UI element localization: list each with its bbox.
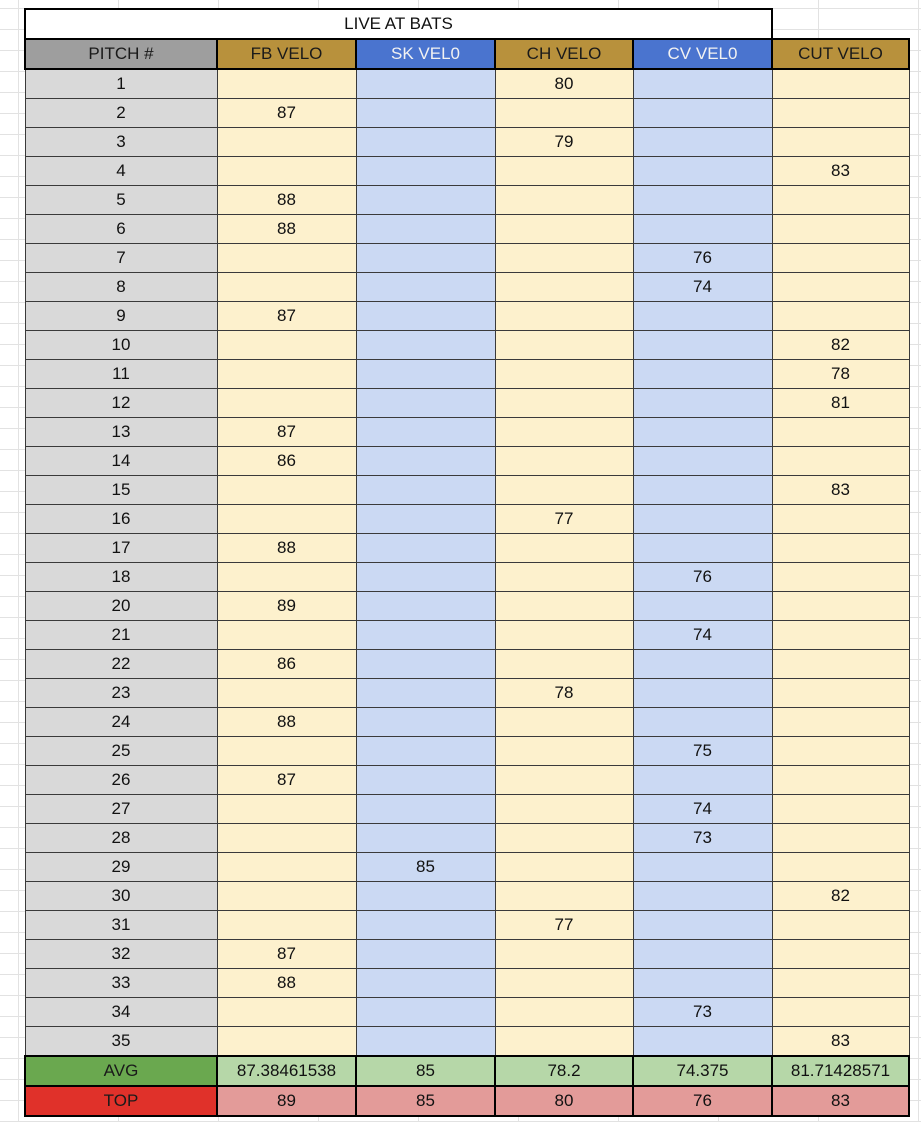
fb-velo-cell[interactable] [217, 853, 356, 882]
ch-velo-cell[interactable] [495, 418, 633, 447]
fb-velo-cell[interactable] [217, 331, 356, 360]
sk-velo-cell[interactable]: 85 [356, 853, 495, 882]
cut-velo-cell[interactable] [772, 621, 909, 650]
cv-velo-cell[interactable] [633, 911, 772, 940]
table-row [25, 650, 909, 679]
ch-velo-cell[interactable] [495, 650, 633, 679]
sk-velo-cell[interactable] [356, 911, 495, 940]
cut-velo-cell[interactable] [772, 998, 909, 1027]
table-row [25, 882, 909, 911]
table-row [25, 795, 909, 824]
ch-velo-cell[interactable] [495, 331, 633, 360]
sk-velo-cell[interactable] [356, 215, 495, 244]
fb-velo-cell[interactable] [217, 621, 356, 650]
sk-velo-cell[interactable] [356, 708, 495, 737]
ch-velo-cell[interactable] [495, 882, 633, 911]
cut-velo-cell[interactable] [772, 911, 909, 940]
cv-velo-cell[interactable] [633, 331, 772, 360]
pitch-cell[interactable]: 6 [25, 215, 217, 244]
table-row [25, 853, 909, 882]
pitch-cell[interactable]: 30 [25, 882, 217, 911]
pitch-cell[interactable]: 4 [25, 157, 217, 186]
sk-velo-cell[interactable] [356, 534, 495, 563]
cv-velo-cell[interactable] [633, 389, 772, 418]
cv-velo-cell[interactable] [633, 1027, 772, 1057]
fb-velo-cell[interactable]: 86 [217, 447, 356, 476]
table-row [25, 940, 909, 969]
cut-velo-cell[interactable] [772, 766, 909, 795]
ch-velo-cell[interactable] [495, 708, 633, 737]
cv-velo-cell[interactable]: 75 [633, 737, 772, 766]
fb-velo-cell[interactable]: 87 [217, 302, 356, 331]
fb-velo-cell[interactable] [217, 244, 356, 273]
table-row [25, 911, 909, 940]
table-row [25, 505, 909, 534]
cv-velo-cell[interactable] [633, 853, 772, 882]
cut-velo-cell[interactable]: 78 [772, 360, 909, 389]
sk-velo-cell[interactable] [356, 766, 495, 795]
cv-velo-cell[interactable] [633, 476, 772, 505]
cut-velo-cell[interactable]: 82 [772, 331, 909, 360]
table-row [25, 69, 909, 99]
cut-velo-cell[interactable] [772, 795, 909, 824]
cv-velo-cell[interactable] [633, 128, 772, 157]
sk-velo-cell[interactable] [356, 592, 495, 621]
pitch-cell[interactable]: 34 [25, 998, 217, 1027]
top-sk-value[interactable]: 85 [356, 1086, 495, 1116]
fb-velo-cell[interactable]: 88 [217, 969, 356, 998]
ch-velo-cell[interactable] [495, 563, 633, 592]
fb-velo-cell[interactable]: 87 [217, 940, 356, 969]
cut-velo-cell[interactable]: 82 [772, 882, 909, 911]
fb-velo-cell[interactable] [217, 911, 356, 940]
pitch-cell[interactable]: 23 [25, 679, 217, 708]
cv-velo-cell[interactable]: 74 [633, 621, 772, 650]
fb-velo-cell[interactable]: 88 [217, 708, 356, 737]
ch-velo-cell[interactable] [495, 157, 633, 186]
table-row [25, 766, 909, 795]
cv-velo-cell[interactable] [633, 766, 772, 795]
sk-velo-cell[interactable] [356, 795, 495, 824]
table-row [25, 99, 909, 128]
fb-velo-cell[interactable] [217, 679, 356, 708]
ch-velo-cell[interactable] [495, 969, 633, 998]
sk-velo-cell[interactable] [356, 505, 495, 534]
ch-velo-cell[interactable] [495, 476, 633, 505]
header-sk-velo[interactable]: SK VEL0 [356, 39, 495, 69]
ch-velo-cell[interactable] [495, 360, 633, 389]
ch-velo-cell[interactable] [495, 215, 633, 244]
pitch-cell[interactable]: 17 [25, 534, 217, 563]
ch-velo-cell[interactable] [495, 186, 633, 215]
ch-velo-cell[interactable] [495, 621, 633, 650]
sk-velo-cell[interactable] [356, 998, 495, 1027]
cut-velo-cell[interactable] [772, 679, 909, 708]
pitch-cell[interactable]: 28 [25, 824, 217, 853]
pitch-cell[interactable]: 5 [25, 186, 217, 215]
fb-velo-cell[interactable] [217, 1027, 356, 1057]
fb-velo-cell[interactable] [217, 795, 356, 824]
pitch-cell[interactable]: 24 [25, 708, 217, 737]
ch-velo-cell[interactable] [495, 824, 633, 853]
sheet-title[interactable]: LIVE AT BATS [25, 9, 772, 39]
sk-velo-cell[interactable] [356, 882, 495, 911]
cv-velo-cell[interactable] [633, 650, 772, 679]
cv-velo-cell[interactable]: 74 [633, 273, 772, 302]
pitch-cell[interactable]: 20 [25, 592, 217, 621]
sk-velo-cell[interactable] [356, 940, 495, 969]
cut-velo-cell[interactable] [772, 708, 909, 737]
pitch-cell[interactable]: 8 [25, 273, 217, 302]
cv-velo-cell[interactable] [633, 447, 772, 476]
table-row [25, 157, 909, 186]
table-row [25, 273, 909, 302]
cut-velo-cell[interactable] [772, 650, 909, 679]
sk-velo-cell[interactable] [356, 563, 495, 592]
fb-velo-cell[interactable]: 88 [217, 186, 356, 215]
ch-velo-cell[interactable] [495, 853, 633, 882]
pitch-cell[interactable]: 26 [25, 766, 217, 795]
pitch-cell[interactable]: 18 [25, 563, 217, 592]
cut-velo-cell[interactable] [772, 824, 909, 853]
cut-velo-cell[interactable]: 83 [772, 1027, 909, 1057]
sk-velo-cell[interactable] [356, 157, 495, 186]
pitch-cell[interactable]: 22 [25, 650, 217, 679]
fb-velo-cell[interactable]: 88 [217, 215, 356, 244]
header-pitch-number[interactable]: PITCH # [25, 39, 217, 69]
sk-velo-cell[interactable] [356, 360, 495, 389]
ch-velo-cell[interactable] [495, 998, 633, 1027]
sk-velo-cell[interactable] [356, 186, 495, 215]
title-row [25, 9, 909, 39]
pitch-cell[interactable]: 9 [25, 302, 217, 331]
fb-velo-cell[interactable] [217, 476, 356, 505]
top-row [25, 1086, 909, 1116]
cut-velo-cell[interactable] [772, 128, 909, 157]
ch-velo-cell[interactable] [495, 940, 633, 969]
ch-velo-cell[interactable]: 79 [495, 128, 633, 157]
cv-velo-cell[interactable] [633, 534, 772, 563]
cut-velo-cell[interactable] [772, 969, 909, 998]
cut-velo-cell[interactable] [772, 273, 909, 302]
ch-velo-cell[interactable]: 77 [495, 911, 633, 940]
cv-velo-cell[interactable]: 74 [633, 795, 772, 824]
table-row [25, 128, 909, 157]
table-row [25, 534, 909, 563]
sk-velo-cell[interactable] [356, 244, 495, 273]
cut-velo-cell[interactable] [772, 186, 909, 215]
sk-velo-cell[interactable] [356, 824, 495, 853]
table-row [25, 186, 909, 215]
sk-velo-cell[interactable] [356, 302, 495, 331]
ch-velo-cell[interactable] [495, 447, 633, 476]
ch-velo-cell[interactable] [495, 737, 633, 766]
table-row [25, 331, 909, 360]
fb-velo-cell[interactable] [217, 563, 356, 592]
fb-velo-cell[interactable] [217, 157, 356, 186]
cut-velo-cell[interactable] [772, 534, 909, 563]
fb-velo-cell[interactable] [217, 737, 356, 766]
fb-velo-cell[interactable] [217, 505, 356, 534]
cv-velo-cell[interactable] [633, 969, 772, 998]
table-row [25, 215, 909, 244]
sk-velo-cell[interactable] [356, 476, 495, 505]
pitch-cell[interactable]: 35 [25, 1027, 217, 1057]
ch-velo-cell[interactable] [495, 302, 633, 331]
cv-velo-cell[interactable] [633, 215, 772, 244]
table-row [25, 389, 909, 418]
ch-velo-cell[interactable] [495, 99, 633, 128]
pitch-cell[interactable]: 1 [25, 69, 217, 99]
table-row [25, 969, 909, 998]
pitch-cell[interactable]: 13 [25, 418, 217, 447]
fb-velo-cell[interactable]: 89 [217, 592, 356, 621]
table-row [25, 737, 909, 766]
blank-cell[interactable] [772, 9, 909, 39]
pitch-cell[interactable]: 7 [25, 244, 217, 273]
cv-velo-cell[interactable] [633, 708, 772, 737]
fb-velo-cell[interactable] [217, 273, 356, 302]
top-cut-value[interactable]: 83 [772, 1086, 909, 1116]
table-row [25, 708, 909, 737]
pitch-cell[interactable]: 2 [25, 99, 217, 128]
fb-velo-cell[interactable] [217, 128, 356, 157]
cv-velo-cell[interactable]: 73 [633, 824, 772, 853]
avg-cut-value[interactable]: 81.71428571 [772, 1056, 909, 1086]
ch-velo-cell[interactable] [495, 795, 633, 824]
sk-velo-cell[interactable] [356, 737, 495, 766]
top-cv-value[interactable]: 76 [633, 1086, 772, 1116]
table-row [25, 360, 909, 389]
fb-velo-cell[interactable]: 86 [217, 650, 356, 679]
cut-velo-cell[interactable] [772, 418, 909, 447]
sk-velo-cell[interactable] [356, 418, 495, 447]
pitch-cell[interactable]: 11 [25, 360, 217, 389]
pitch-cell[interactable]: 21 [25, 621, 217, 650]
sk-velo-cell[interactable] [356, 128, 495, 157]
cv-velo-cell[interactable] [633, 679, 772, 708]
avg-cv-value[interactable]: 74.375 [633, 1056, 772, 1086]
avg-ch-value[interactable]: 78.2 [495, 1056, 633, 1086]
fb-velo-cell[interactable] [217, 824, 356, 853]
table-row [25, 302, 909, 331]
table-row [25, 563, 909, 592]
cut-velo-cell[interactable] [772, 853, 909, 882]
table-row [25, 447, 909, 476]
ch-velo-cell[interactable] [495, 244, 633, 273]
table-row [25, 418, 909, 447]
avg-row [25, 1056, 909, 1086]
table-row [25, 998, 909, 1027]
cv-velo-cell[interactable]: 73 [633, 998, 772, 1027]
pitch-cell[interactable]: 3 [25, 128, 217, 157]
ch-velo-cell[interactable] [495, 273, 633, 302]
ch-velo-cell[interactable] [495, 389, 633, 418]
fb-velo-cell[interactable]: 87 [217, 418, 356, 447]
fb-velo-cell[interactable] [217, 360, 356, 389]
cut-velo-cell[interactable]: 81 [772, 389, 909, 418]
table-row [25, 1027, 909, 1057]
pitch-cell[interactable]: 16 [25, 505, 217, 534]
cv-velo-cell[interactable] [633, 505, 772, 534]
sk-velo-cell[interactable] [356, 99, 495, 128]
fb-velo-cell[interactable] [217, 69, 356, 99]
sk-velo-cell[interactable] [356, 447, 495, 476]
top-label[interactable]: TOP [25, 1086, 217, 1116]
header-fb-velo[interactable]: FB VELO [217, 39, 356, 69]
cv-velo-cell[interactable] [633, 69, 772, 99]
cv-velo-cell[interactable]: 76 [633, 244, 772, 273]
cv-velo-cell[interactable] [633, 940, 772, 969]
cut-velo-cell[interactable]: 83 [772, 476, 909, 505]
cut-velo-cell[interactable] [772, 737, 909, 766]
top-fb-value[interactable]: 89 [217, 1086, 356, 1116]
sk-velo-cell[interactable] [356, 331, 495, 360]
sk-velo-cell[interactable] [356, 650, 495, 679]
cut-velo-cell[interactable]: 83 [772, 157, 909, 186]
header-cut-velo[interactable]: CUT VELO [772, 39, 909, 69]
pitch-cell[interactable]: 12 [25, 389, 217, 418]
fb-velo-cell[interactable]: 87 [217, 766, 356, 795]
pitch-cell[interactable]: 14 [25, 447, 217, 476]
fb-velo-cell[interactable]: 87 [217, 99, 356, 128]
cut-velo-cell[interactable] [772, 244, 909, 273]
cv-velo-cell[interactable] [633, 592, 772, 621]
pitch-cell[interactable]: 32 [25, 940, 217, 969]
sk-velo-cell[interactable] [356, 1027, 495, 1057]
ch-velo-cell[interactable] [495, 534, 633, 563]
sk-velo-cell[interactable] [356, 389, 495, 418]
sk-velo-cell[interactable] [356, 621, 495, 650]
pitch-cell[interactable]: 31 [25, 911, 217, 940]
ch-velo-cell[interactable]: 77 [495, 505, 633, 534]
cv-velo-cell[interactable] [633, 99, 772, 128]
pitch-cell[interactable]: 15 [25, 476, 217, 505]
sk-velo-cell[interactable] [356, 69, 495, 99]
sk-velo-cell[interactable] [356, 273, 495, 302]
fb-velo-cell[interactable] [217, 389, 356, 418]
ch-velo-cell[interactable] [495, 592, 633, 621]
pitch-cell[interactable]: 29 [25, 853, 217, 882]
avg-sk-value[interactable]: 85 [356, 1056, 495, 1086]
cv-velo-cell[interactable]: 76 [633, 563, 772, 592]
ch-velo-cell[interactable] [495, 1027, 633, 1057]
cut-velo-cell[interactable] [772, 215, 909, 244]
header-cv-velo[interactable]: CV VEL0 [633, 39, 772, 69]
velocity-sheet [24, 8, 910, 1117]
fb-velo-cell[interactable]: 88 [217, 534, 356, 563]
table-row [25, 621, 909, 650]
table-row [25, 679, 909, 708]
cut-velo-cell[interactable] [772, 302, 909, 331]
pitch-cell[interactable]: 27 [25, 795, 217, 824]
table-row [25, 592, 909, 621]
sheet-body [25, 9, 909, 1116]
table-row [25, 824, 909, 853]
sk-velo-cell[interactable] [356, 969, 495, 998]
cv-velo-cell[interactable] [633, 418, 772, 447]
cut-velo-cell[interactable] [772, 940, 909, 969]
ch-velo-cell[interactable]: 78 [495, 679, 633, 708]
cv-velo-cell[interactable] [633, 157, 772, 186]
avg-fb-value[interactable]: 87.38461538 [217, 1056, 356, 1086]
sk-velo-cell[interactable] [356, 679, 495, 708]
ch-velo-cell[interactable] [495, 766, 633, 795]
cv-velo-cell[interactable] [633, 360, 772, 389]
cut-velo-cell[interactable] [772, 563, 909, 592]
cut-velo-cell[interactable] [772, 69, 909, 99]
pitch-cell[interactable]: 25 [25, 737, 217, 766]
fb-velo-cell[interactable] [217, 998, 356, 1027]
cv-velo-cell[interactable] [633, 186, 772, 215]
pitch-cell[interactable]: 10 [25, 331, 217, 360]
fb-velo-cell[interactable] [217, 882, 356, 911]
pitch-cell[interactable]: 33 [25, 969, 217, 998]
table-row [25, 476, 909, 505]
cut-velo-cell[interactable] [772, 592, 909, 621]
top-ch-value[interactable]: 80 [495, 1086, 633, 1116]
table-row [25, 244, 909, 273]
header-ch-velo[interactable]: CH VELO [495, 39, 633, 69]
cv-velo-cell[interactable] [633, 302, 772, 331]
header-row [25, 39, 909, 69]
cut-velo-cell[interactable] [772, 99, 909, 128]
ch-velo-cell[interactable]: 80 [495, 69, 633, 99]
cut-velo-cell[interactable] [772, 505, 909, 534]
cut-velo-cell[interactable] [772, 447, 909, 476]
avg-label[interactable]: AVG [25, 1056, 217, 1086]
cv-velo-cell[interactable] [633, 882, 772, 911]
